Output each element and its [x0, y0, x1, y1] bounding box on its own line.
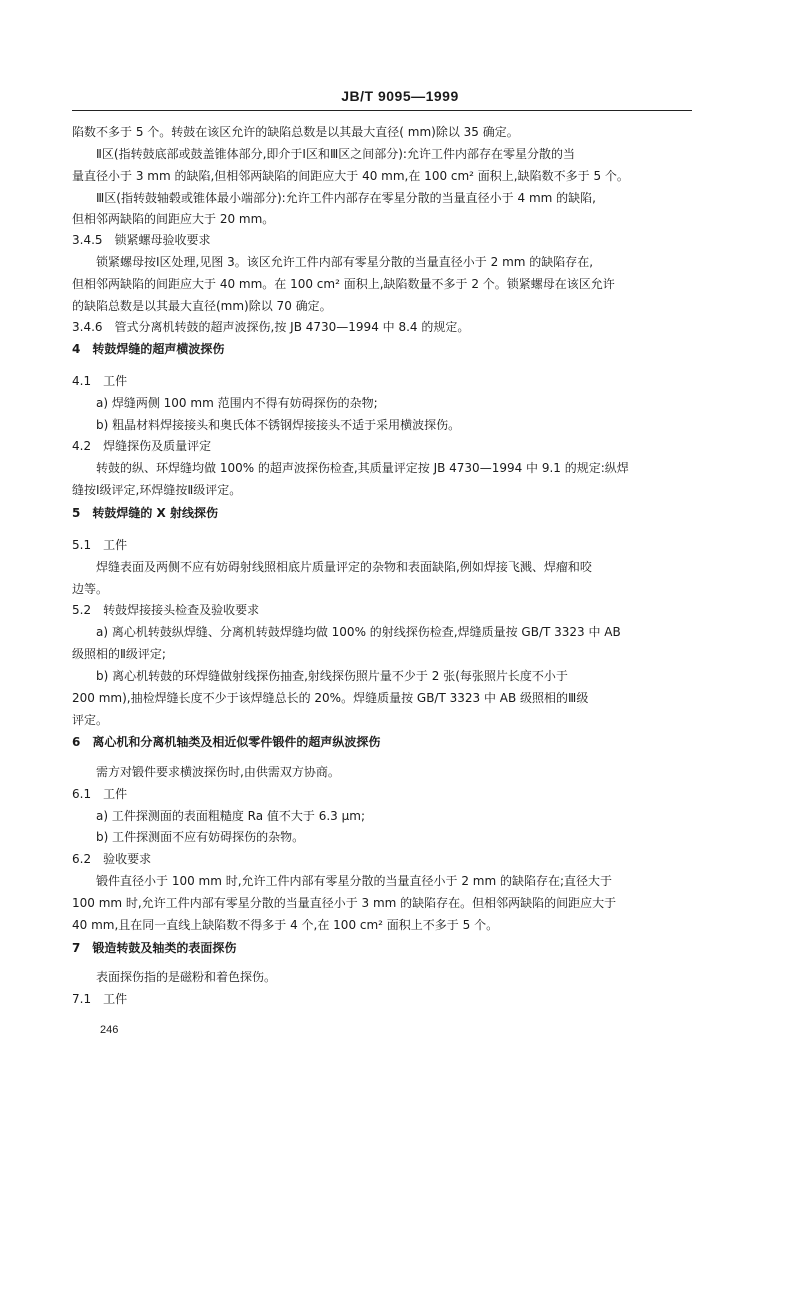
clause-heading: 6.2 验收要求: [72, 852, 152, 866]
text-line: 锁紧螺母按Ⅰ区处理,见图 3。该区允许工件内部有零星分散的当量直径小于 2 mm 的缺陷存在,: [96, 255, 594, 269]
text-line: 的缺陷总数是以其最大直径(mm)除以 70 确定。: [72, 299, 332, 313]
text-line: 200 mm),抽检焊缝长度不少于该焊缝总长的 20%。焊缝质量按 GB/T 3323 中 AB 级照相的Ⅲ级: [72, 691, 589, 705]
text-line: 锻件直径小于 100 mm 时,允许工件内部有零星分散的当量直径小于 2 mm 的缺陷存在;直径大于: [96, 874, 613, 888]
header-rule: [72, 110, 692, 111]
clause-heading: 5.1 工件: [72, 538, 128, 552]
section-heading: 5 转鼓焊缝的 X 射线探伤: [72, 506, 218, 520]
clause-heading: 6.1 工件: [72, 787, 128, 801]
text-line: 但相邻两缺陷的间距应大于 40 mm。在 100 cm² 面积上,缺陷数量不多于 2 个。锁紧螺母在该区允许: [72, 277, 615, 291]
text-line: 评定。: [72, 713, 109, 727]
section-heading: 6 离心机和分离机轴类及相近似零件锻件的超声纵波探伤: [72, 735, 381, 749]
text-line: 需方对锻件要求横波探伤时,由供需双方协商。: [96, 765, 340, 779]
text-line: 缝按Ⅰ级评定,环焊缝按Ⅱ级评定。: [72, 483, 242, 497]
clause-heading: 7.1 工件: [72, 992, 128, 1006]
clause-heading: 3.4.5 锁紧螺母验收要求: [72, 233, 211, 247]
clause-heading: 5.2 转鼓焊接接头检查及验收要求: [72, 603, 260, 617]
text-line: 40 mm,且在同一直线上缺陷数不得多于 4 个,在 100 cm² 面积上不多于 5 个。: [72, 918, 499, 932]
text-line: 级照相的Ⅱ级评定;: [72, 647, 166, 661]
text-line: 量直径小于 3 mm 的缺陷,但相邻两缺陷的间距应大于 40 mm,在 100 cm² 面积上,缺陷数不多于 5 个。: [72, 169, 629, 183]
clause-heading: 3.4.6 管式分离机转鼓的超声波探伤,按 JB 4730—1994 中 8.4 的规定。: [72, 320, 470, 334]
section-heading: 4 转鼓焊缝的超声横波探伤: [72, 342, 225, 356]
section-heading: 7 锻造转鼓及轴类的表面探伤: [72, 941, 237, 955]
text-line: 100 mm 时,允许工件内部有零星分散的当量直径小于 3 mm 的缺陷存在。但相邻两缺陷的间距应大于: [72, 896, 617, 910]
list-item: b) 离心机转鼓的环焊缝做射线探伤抽查,射线探伤照片量不少于 2 张(每张照片长度不小于: [96, 669, 568, 683]
clause-heading: 4.2 焊缝探伤及质量评定: [72, 439, 212, 453]
list-item: b) 工件探测面不应有妨碍探伤的杂物。: [96, 830, 305, 844]
text-line: Ⅱ区(指转鼓底部或鼓盖锥体部分,即介于Ⅰ区和Ⅲ区之间部分):允许工件内部存在零星分散的当: [96, 147, 575, 161]
text-line: 表面探伤指的是磁粉和着色探伤。: [96, 970, 277, 984]
text-line: Ⅲ区(指转鼓轴毂或锥体最小端部分):允许工件内部存在零星分散的当量直径小于 4 mm 的缺陷,: [96, 191, 596, 205]
list-item: b) 粗晶材料焊接接头和奥氏体不锈钢焊接接头不适于采用横波探伤。: [96, 418, 461, 432]
text-line: 边等。: [72, 582, 109, 596]
text-line: 但相邻两缺陷的间距应大于 20 mm。: [72, 212, 275, 226]
list-item: a) 焊缝两侧 100 mm 范围内不得有妨碍探伤的杂物;: [96, 396, 378, 410]
list-item: a) 离心机转鼓纵焊缝、分离机转鼓焊缝均做 100% 的射线探伤检查,焊缝质量按 GB/T 3323 中 AB: [96, 625, 621, 639]
clause-heading: 4.1 工件: [72, 374, 128, 388]
text-line: 焊缝表面及两侧不应有妨碍射线照相底片质量评定的杂物和表面缺陷,例如焊接飞溅、焊瘤和咬: [96, 560, 592, 574]
standard-header: JB/T 9095—1999: [341, 88, 459, 104]
text-line: 转鼓的纵、环焊缝均做 100% 的超声波探伤检查,其质量评定按 JB 4730—1994 中 9.1 的规定:纵焊: [96, 461, 629, 475]
list-item: a) 工件探测面的表面粗糙度 Ra 值不大于 6.3 μm;: [96, 809, 365, 823]
text-line: 陷数不多于 5 个。转鼓在该区允许的缺陷总数是以其最大直径( mm)除以 35 确定。: [72, 125, 519, 139]
page-number: 246: [100, 1024, 119, 1036]
